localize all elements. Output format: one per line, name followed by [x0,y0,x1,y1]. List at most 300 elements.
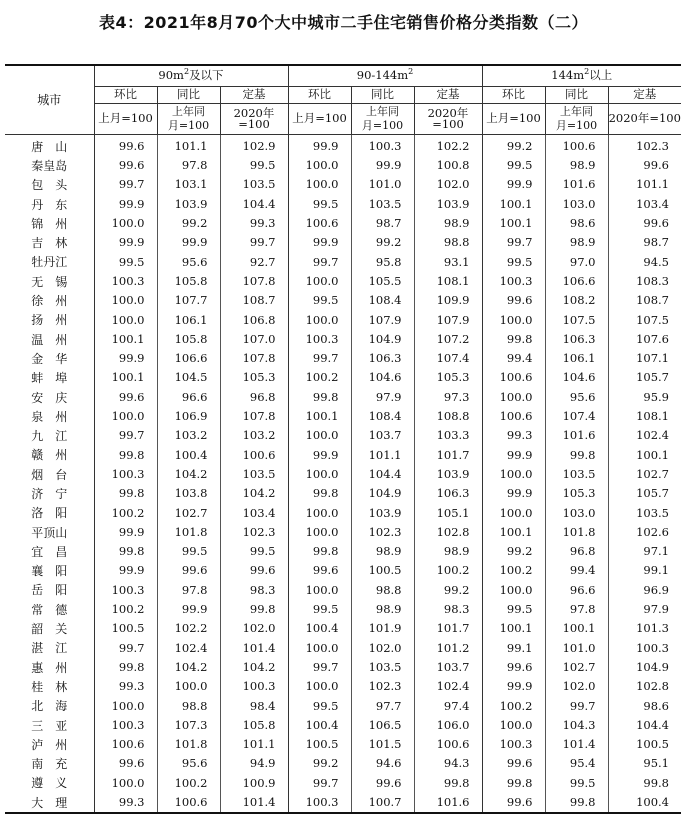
index-value-yoy: 101.8 [157,735,220,754]
index-value-mom: 99.6 [94,135,157,157]
index-value-yoy: 99.7 [545,697,608,716]
index-value-base: 100.1 [608,446,681,465]
index-value-base: 102.0 [414,176,482,195]
index-value-mom: 99.8 [288,542,351,561]
index-value-mom: 100.0 [482,465,545,484]
index-value-base: 105.3 [220,369,288,388]
index-value-base: 104.2 [220,658,288,677]
index-value-base: 95.1 [608,755,681,774]
city-name: 赣 州 [31,448,68,463]
index-value-yoy: 105.3 [545,484,608,503]
index-value-base: 102.0 [220,619,288,638]
index-value-yoy: 101.6 [545,176,608,195]
index-value-base: 97.3 [414,388,482,407]
index-value-base: 108.1 [414,272,482,291]
index-value-base: 108.1 [608,407,681,426]
index-value-mom: 100.1 [94,369,157,388]
index-value-mom: 100.3 [94,581,157,600]
index-value-yoy: 104.6 [545,369,608,388]
index-value-base: 100.2 [414,562,482,581]
index-value-yoy: 103.0 [545,195,608,214]
index-value-yoy: 104.9 [351,330,414,349]
index-value-yoy: 104.9 [351,484,414,503]
index-value-mom: 99.9 [482,176,545,195]
table-row [5,697,681,716]
index-value-mom: 100.2 [94,600,157,619]
index-value-yoy: 98.8 [157,697,220,716]
index-value-mom: 99.9 [94,233,157,252]
index-value-mom: 100.6 [94,735,157,754]
price-index-table [5,64,681,814]
index-value-yoy: 99.9 [157,600,220,619]
index-value-base: 99.7 [220,233,288,252]
index-value-base: 92.7 [220,253,288,272]
index-value-yoy: 103.8 [157,484,220,503]
index-value-yoy: 106.6 [157,349,220,368]
index-value-yoy: 106.3 [545,330,608,349]
city-name: 蚌 埠 [31,371,68,386]
index-value-base: 98.3 [414,600,482,619]
index-value-mom: 99.5 [288,291,351,310]
index-value-yoy: 103.5 [545,465,608,484]
index-value-base: 102.3 [608,135,681,157]
index-value-mom: 99.6 [94,755,157,774]
index-value-base: 105.1 [414,504,482,523]
yoy-base-label-line2: 月=100 [361,119,404,132]
index-value-yoy: 103.2 [157,426,220,445]
index-value-base: 98.9 [414,214,482,233]
index-value-mom: 99.9 [94,195,157,214]
city-name: 牡丹江 [31,255,68,270]
index-value-yoy: 108.4 [351,291,414,310]
index-value-mom: 99.8 [482,774,545,793]
fixed-base-label: 2020年=100 [220,104,288,135]
index-value-mom: 100.6 [288,214,351,233]
index-value-base: 107.4 [414,349,482,368]
index-value-yoy: 101.4 [545,735,608,754]
index-value-base: 99.6 [608,156,681,175]
index-value-yoy: 101.8 [545,523,608,542]
index-value-mom: 99.9 [94,523,157,542]
index-value-mom: 100.3 [94,716,157,735]
index-value-mom: 99.8 [482,330,545,349]
index-value-mom: 100.2 [482,697,545,716]
table-row [5,600,681,619]
table-row [5,233,681,252]
city-name: 宜 昌 [31,544,68,559]
index-value-yoy: 105.8 [157,272,220,291]
index-value-mom: 100.3 [482,735,545,754]
table-row [5,291,681,310]
table-row [5,716,681,735]
index-value-base: 94.5 [608,253,681,272]
index-value-base: 107.1 [608,349,681,368]
index-value-yoy: 96.6 [545,581,608,600]
index-value-base: 95.9 [608,388,681,407]
index-value-mom: 99.8 [94,542,157,561]
index-value-base: 104.2 [220,484,288,503]
index-value-base: 101.4 [220,793,288,813]
index-value-base: 103.4 [220,504,288,523]
index-value-mom: 99.5 [288,600,351,619]
index-value-mom: 99.8 [94,658,157,677]
index-value-base: 102.6 [608,523,681,542]
index-value-yoy: 107.7 [157,291,220,310]
table-row [5,542,681,561]
table-row [5,639,681,658]
index-value-yoy: 106.9 [157,407,220,426]
city-name: 桂 林 [31,679,68,694]
index-value-mom: 100.1 [482,523,545,542]
index-value-yoy: 95.4 [545,755,608,774]
index-value-mom: 100.1 [288,407,351,426]
index-value-yoy: 100.6 [545,135,608,157]
index-value-mom: 100.0 [482,504,545,523]
yoy-base-label-line2: 月=100 [555,119,598,132]
table-header [5,65,681,135]
index-value-mom: 99.8 [288,388,351,407]
index-value-base: 103.5 [220,465,288,484]
index-value-yoy: 97.8 [157,156,220,175]
index-value-yoy: 106.5 [351,716,414,735]
index-value-base: 100.3 [220,677,288,696]
index-value-yoy: 99.2 [351,233,414,252]
table-row [5,195,681,214]
index-value-yoy: 100.6 [157,793,220,813]
table-row [5,504,681,523]
index-value-base: 102.3 [220,523,288,542]
index-value-base: 101.6 [414,793,482,813]
index-value-mom: 99.1 [482,639,545,658]
table-row [5,581,681,600]
index-value-base: 103.7 [414,658,482,677]
index-value-mom: 100.0 [94,214,157,233]
index-value-base: 107.8 [220,272,288,291]
mom-base-label: 上月=100 [288,104,351,135]
index-value-base: 103.4 [608,195,681,214]
index-value-mom: 100.6 [482,407,545,426]
city-name: 安 庆 [31,390,68,405]
index-value-yoy: 103.9 [351,504,414,523]
index-value-yoy: 100.1 [545,619,608,638]
fixed-base-label: 2020年=100 [414,104,482,135]
index-value-mom: 100.0 [94,291,157,310]
index-value-mom: 100.0 [482,388,545,407]
index-value-mom: 100.4 [288,716,351,735]
city-name: 温 州 [31,332,68,347]
index-value-yoy: 101.0 [545,639,608,658]
index-value-yoy: 103.5 [351,658,414,677]
index-value-base: 102.4 [608,426,681,445]
index-value-mom: 100.5 [94,619,157,638]
city-name: 南 充 [31,757,68,772]
group-header-90-below: $90m^2$及以下 [94,65,288,87]
city-name: 遵 义 [31,776,68,791]
index-value-mom: 99.6 [482,755,545,774]
index-value-mom: 100.0 [288,426,351,445]
index-value-mom: 100.0 [288,639,351,658]
index-value-base: 99.8 [414,774,482,793]
index-value-base: 108.8 [414,407,482,426]
index-value-base: 100.5 [608,735,681,754]
index-value-mom: 99.6 [482,658,545,677]
city-name: 大 理 [31,795,68,810]
index-value-mom: 100.0 [94,774,157,793]
index-value-mom: 100.1 [482,195,545,214]
index-value-yoy: 102.7 [157,504,220,523]
index-value-yoy: 103.0 [545,504,608,523]
index-value-base: 106.8 [220,311,288,330]
city-name: 岳 阳 [31,583,68,598]
index-value-mom: 99.7 [94,426,157,445]
index-value-yoy: 102.3 [351,677,414,696]
index-value-base: 99.3 [220,214,288,233]
yoy-base-label-line2: 月=100 [167,119,210,132]
index-value-yoy: 100.3 [351,135,414,157]
index-value-mom: 99.9 [288,233,351,252]
index-value-base: 107.5 [608,311,681,330]
index-value-yoy: 99.6 [157,562,220,581]
index-value-base: 99.8 [220,600,288,619]
index-value-yoy: 100.2 [157,774,220,793]
table-row [5,311,681,330]
index-value-yoy: 99.5 [545,774,608,793]
table-row [5,658,681,677]
table-row [5,253,681,272]
index-value-base: 107.6 [608,330,681,349]
yoy-base-label-line1: 上年同 [172,105,205,119]
index-value-yoy: 103.1 [157,176,220,195]
yoy-base-label-line1: 上年同 [560,105,593,119]
index-value-yoy: 102.7 [545,658,608,677]
city-name: 扬 州 [31,313,68,328]
index-value-yoy: 106.6 [545,272,608,291]
base-header: 定基 [414,87,482,104]
index-value-yoy: 95.6 [157,755,220,774]
index-value-base: 100.3 [608,639,681,658]
index-value-yoy: 99.8 [545,793,608,813]
index-value-mom: 99.6 [288,562,351,581]
city-name: 韶 关 [31,622,68,637]
index-value-mom: 100.0 [288,677,351,696]
index-value-mom: 100.0 [288,156,351,175]
index-value-base: 97.4 [414,697,482,716]
index-value-yoy: 97.8 [545,600,608,619]
index-value-base: 98.6 [608,697,681,716]
index-value-base: 103.9 [414,195,482,214]
index-value-base: 105.3 [414,369,482,388]
yoy-base-label [157,104,220,135]
index-value-yoy: 99.5 [157,542,220,561]
index-value-yoy: 101.1 [157,135,220,157]
index-value-mom: 100.1 [94,330,157,349]
index-value-yoy: 106.3 [351,349,414,368]
index-value-base: 99.6 [608,214,681,233]
table-row [5,369,681,388]
index-value-base: 104.9 [608,658,681,677]
city-name: 包 头 [31,178,68,193]
index-value-mom: 100.3 [94,272,157,291]
table-row [5,677,681,696]
table-row [5,523,681,542]
index-value-mom: 99.6 [94,388,157,407]
mom-base-label: 上月=100 [482,104,545,135]
index-value-base: 102.9 [220,135,288,157]
index-value-yoy: 104.4 [351,465,414,484]
index-value-mom: 99.3 [482,426,545,445]
group-header-90-144: $90-144m^2$ [288,65,482,87]
table-row [5,562,681,581]
index-value-yoy: 98.6 [545,214,608,233]
index-value-base: 99.1 [608,562,681,581]
index-value-yoy: 107.4 [545,407,608,426]
index-value-yoy: 99.9 [157,233,220,252]
index-value-base: 97.9 [608,600,681,619]
index-value-yoy: 107.3 [157,716,220,735]
mom-header: 环比 [288,87,351,104]
index-value-yoy: 107.5 [545,311,608,330]
index-value-yoy: 94.6 [351,755,414,774]
index-value-base: 105.7 [608,369,681,388]
index-value-yoy: 98.9 [545,156,608,175]
index-value-mom: 99.2 [288,755,351,774]
index-value-yoy: 100.5 [351,562,414,581]
index-value-base: 103.3 [414,426,482,445]
index-value-mom: 99.2 [482,542,545,561]
index-value-base: 99.8 [608,774,681,793]
index-value-yoy: 101.5 [351,735,414,754]
index-value-mom: 100.4 [288,619,351,638]
index-value-base: 98.4 [220,697,288,716]
city-name: 三 亚 [31,718,68,733]
index-value-base: 101.2 [414,639,482,658]
index-value-mom: 100.1 [482,619,545,638]
index-value-yoy: 98.7 [351,214,414,233]
index-value-mom: 100.3 [288,793,351,813]
table-row [5,349,681,368]
index-value-mom: 100.2 [482,562,545,581]
index-value-mom: 100.0 [94,697,157,716]
city-column-header: 城市 [5,65,94,135]
table-row [5,426,681,445]
index-value-mom: 99.8 [288,484,351,503]
mom-header: 环比 [482,87,545,104]
index-value-base: 99.5 [220,156,288,175]
table-row [5,330,681,349]
index-value-yoy: 98.9 [351,600,414,619]
index-value-yoy: 102.3 [351,523,414,542]
table-row [5,484,681,503]
group-header-144-above: $144m^2$以上 [482,65,681,87]
city-name: 金 华 [31,351,68,366]
index-value-mom: 99.9 [94,562,157,581]
index-value-yoy: 99.9 [351,156,414,175]
index-value-mom: 99.9 [94,349,157,368]
index-value-mom: 99.6 [94,156,157,175]
base-header: 定基 [608,87,681,104]
city-name: 襄 阳 [31,564,68,579]
index-value-base: 103.9 [414,465,482,484]
index-value-yoy: 97.7 [351,697,414,716]
index-value-yoy: 101.1 [351,446,414,465]
yoy-base-label-line1: 上年同 [366,105,399,119]
index-value-base: 94.9 [220,755,288,774]
index-value-mom: 100.0 [482,311,545,330]
city-name: 惠 州 [31,660,68,675]
index-value-mom: 100.1 [482,214,545,233]
city-name: 济 宁 [31,486,68,501]
index-value-mom: 100.3 [288,330,351,349]
fixed-base-label: 2020年=100 [608,104,681,135]
index-value-base: 100.9 [220,774,288,793]
city-name: 常 德 [31,602,68,617]
index-value-base: 109.9 [414,291,482,310]
index-value-yoy: 105.5 [351,272,414,291]
city-name: 九 江 [31,429,68,444]
index-value-yoy: 108.4 [351,407,414,426]
index-value-base: 100.4 [608,793,681,813]
base-header: 定基 [220,87,288,104]
index-value-mom: 100.0 [288,465,351,484]
index-value-base: 104.4 [608,716,681,735]
index-value-mom: 99.8 [94,446,157,465]
index-value-base: 97.1 [608,542,681,561]
index-value-yoy: 96.6 [157,388,220,407]
index-value-base: 98.8 [414,233,482,252]
index-value-yoy: 102.0 [545,677,608,696]
table-row [5,465,681,484]
index-value-mom: 99.3 [94,793,157,813]
index-value-yoy: 102.4 [157,639,220,658]
index-value-mom: 99.7 [288,253,351,272]
city-name: 唐 山 [31,139,68,154]
table-title: 表4：2021年8月70个大中城市二手住宅销售价格分类指数（二） [98,13,589,32]
index-value-yoy: 95.6 [545,388,608,407]
index-value-mom: 100.2 [288,369,351,388]
index-value-base: 100.8 [414,156,482,175]
index-value-base: 108.7 [608,291,681,310]
index-value-mom: 99.9 [482,677,545,696]
index-value-mom: 99.7 [288,349,351,368]
table-row [5,407,681,426]
index-value-yoy: 101.9 [351,619,414,638]
index-value-yoy: 104.2 [157,658,220,677]
city-name: 泸 州 [31,737,68,752]
index-value-base: 107.9 [414,311,482,330]
index-value-base: 99.2 [414,581,482,600]
index-value-mom: 100.3 [482,272,545,291]
index-value-base: 102.2 [414,135,482,157]
index-value-mom: 100.3 [94,465,157,484]
index-value-mom: 99.5 [482,253,545,272]
index-value-mom: 99.5 [482,156,545,175]
city-name: 平顶山 [31,525,68,540]
index-value-yoy: 103.5 [351,195,414,214]
index-value-base: 93.1 [414,253,482,272]
index-value-yoy: 101.0 [351,176,414,195]
index-value-yoy: 100.7 [351,793,414,813]
index-value-mom: 99.7 [288,774,351,793]
index-value-mom: 99.3 [94,677,157,696]
index-value-mom: 99.9 [482,484,545,503]
city-name: 秦皇岛 [31,158,68,173]
index-value-base: 96.9 [608,581,681,600]
index-value-yoy: 102.2 [157,619,220,638]
index-value-mom: 99.6 [482,291,545,310]
index-value-mom: 100.0 [94,407,157,426]
index-value-yoy: 97.8 [157,581,220,600]
index-value-base: 103.2 [220,426,288,445]
